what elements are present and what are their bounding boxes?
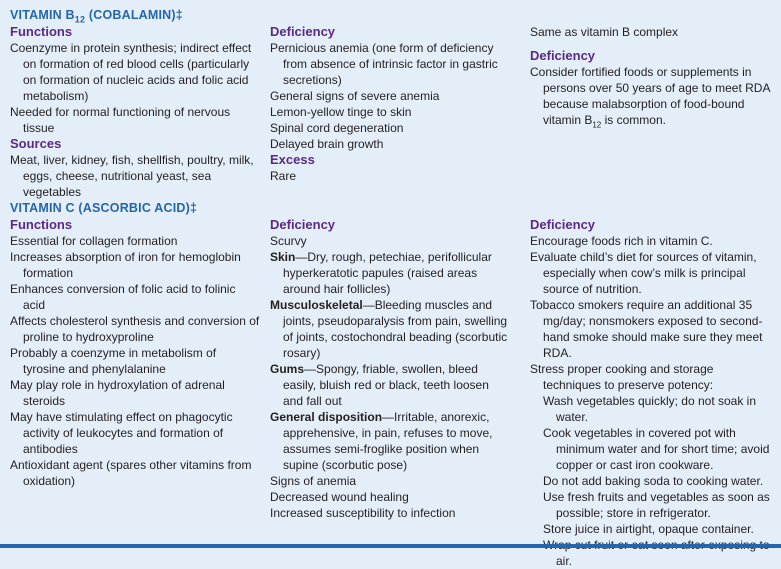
c-function-item: May play role in hydroxylation of adrenal steroids — [10, 378, 225, 408]
bottom-border — [0, 544, 781, 548]
c-nursing-item: Evaluate child’s diet for sources of vitamin, especially when cow’s milk is principal source of nutrition. — [530, 250, 757, 296]
b12-excess-section — [270, 152, 508, 184]
vitamin-b12-title — [10, 7, 183, 23]
c-deficiency-item: Increased susceptibility to infection — [270, 506, 456, 520]
c-nursing-subitem: Do not add baking soda to cooking water. — [543, 474, 764, 488]
c-function-item: Increases absorption of iron for hemoglobin formation — [10, 250, 241, 280]
c-function-item: Enhances conversion of folic acid to folinic acid — [10, 282, 236, 312]
c-function-item: Antioxidant agent (spares other vitamins from oxidation) — [10, 458, 252, 488]
b12-deficiency-item: Pernicious anemia (one form of deficiency from absence of intrinsic factor in gastric secretions) — [270, 41, 498, 87]
c-nursing-item: Tobacco smokers require an additional 35 mg/day; nonsmokers exposed to second-hand smoke should make sure they meet RDA. — [530, 298, 763, 360]
c-deficiency-item: Signs of anemia — [270, 474, 357, 488]
b12-deficiency-item: Delayed brain growth — [270, 137, 384, 151]
b12-nursing-section — [530, 24, 770, 128]
b12-excess-item: Rare — [270, 169, 297, 183]
c-function-item: Affects cholesterol synthesis and conversion of proline to hydroxyproline — [10, 314, 260, 344]
c-nursing-deficiency-heading: Deficiency — [530, 217, 596, 232]
b12-functions-section — [10, 24, 255, 136]
c-deficiency-musculoskeletal — [270, 297, 508, 361]
b12-sources-section — [10, 136, 255, 200]
c-functions-heading: Functions — [10, 217, 73, 232]
c-nursing-subitem: Wash vegetables quickly; do not soak in water. — [543, 394, 757, 424]
skin-text: —Dry, rough, petechiae, perifollicular hyperkeratotic papules (raised areas around hair follicles) — [283, 250, 492, 296]
b12-deficiency-heading: Deficiency — [270, 24, 336, 39]
b12-deficiency-item: General signs of severe anemia — [270, 89, 440, 103]
c-deficiency-general — [270, 409, 508, 473]
b12-nursing-top: Same as vitamin B complex — [530, 25, 679, 39]
b12-nursing-deficiency-item — [530, 64, 770, 128]
c-deficiency-section — [270, 217, 508, 521]
c-deficiency-skin — [270, 249, 508, 297]
c-nursing-item: Encourage foods rich in vitamin C. — [530, 234, 713, 248]
gums-text: —Spongy, friable, swollen, bleed easily, bluish red or black, teeth loosen and fall out — [283, 362, 489, 408]
musculoskeletal-label: Musculoskeletal — [270, 298, 363, 312]
b12-function-item: Needed for normal functioning of nervous tissue — [10, 105, 231, 135]
general-disposition-label: General disposition — [270, 410, 383, 424]
c-deficiency-heading: Deficiency — [270, 217, 336, 232]
b12-nursing-text-end: is common. — [601, 113, 666, 127]
b12-nursing-deficiency-heading: Deficiency — [530, 48, 596, 63]
c-function-item: Essential for collagen formation — [10, 234, 178, 248]
b12-nursing-text: Consider fortified foods or supplements in persons over 50 years of age to meet RDA because malabsorption of food-bound vitamin B — [530, 65, 770, 127]
b12-deficiency-item: Lemon-yellow tinge to skin — [270, 105, 412, 119]
c-deficiency-item: Decreased wound healing — [270, 490, 409, 504]
b12-sources-heading: Sources — [10, 136, 62, 151]
b12-title-suffix: (COBALAMIN)‡ — [85, 8, 183, 22]
b12-functions-heading: Functions — [10, 24, 73, 39]
b12-deficiency-item: Spinal cord degeneration — [270, 121, 404, 135]
b12-nursing-subscript: 12 — [592, 120, 602, 130]
c-deficiency-gums — [270, 361, 508, 409]
b12-title-text: VITAMIN B — [10, 8, 75, 22]
c-function-item: May have stimulating effect on phagocytic activity of leukocytes and formation of antibodies — [10, 410, 233, 456]
c-nursing-subitem: Cook vegetables in covered pot with minimum water and for short time; avoid copper or cast iron cookware. — [543, 426, 770, 472]
b12-function-item: Coenzyme in protein synthesis; indirect effect on formation of red blood cells (particularly on formation of nucleic acids and folic acid metabolism) — [10, 41, 252, 103]
c-deficiency-scurvy: Scurvy — [270, 234, 307, 248]
vitamin-c-title: VITAMIN C (ASCORBIC ACID)‡ — [10, 201, 198, 215]
musculoskeletal-text: —Bleeding muscles and joints, pseudoparalysis from pain, swelling of joints, costochondral beading (scorbutic rosary) — [283, 298, 508, 360]
c-nursing-subitem: Use fresh fruits and vegetables as soon as possible; store in refrigerator. — [543, 490, 770, 520]
c-nursing-section — [530, 217, 772, 569]
b12-source-item: Meat, liver, kidney, fish, shellfish, poultry, milk, eggs, cheese, nutritional yeast, sea vegetables — [10, 153, 254, 199]
general-disposition-text: —Irritable, anorexic, apprehensive, in pain, refuses to move, assumes semi-froglike position when supine (scorbutic pose) — [283, 410, 493, 472]
c-functions-section — [10, 217, 260, 489]
b12-title-subscript: 12 — [74, 14, 86, 25]
b12-deficiency-section — [270, 24, 508, 152]
c-nursing-item: Stress proper cooking and storage techniques to preserve potency: — [530, 362, 714, 392]
c-nursing-subitem: air. — [556, 554, 573, 568]
gums-label: Gums — [270, 362, 305, 376]
b12-excess-heading: Excess — [270, 152, 315, 167]
c-nursing-subitem: Store juice in airtight, opaque container. — [543, 522, 754, 536]
skin-label: Skin — [270, 250, 296, 264]
c-function-item: Probably a coenzyme in metabolism of tyrosine and phenylalanine — [10, 346, 217, 376]
